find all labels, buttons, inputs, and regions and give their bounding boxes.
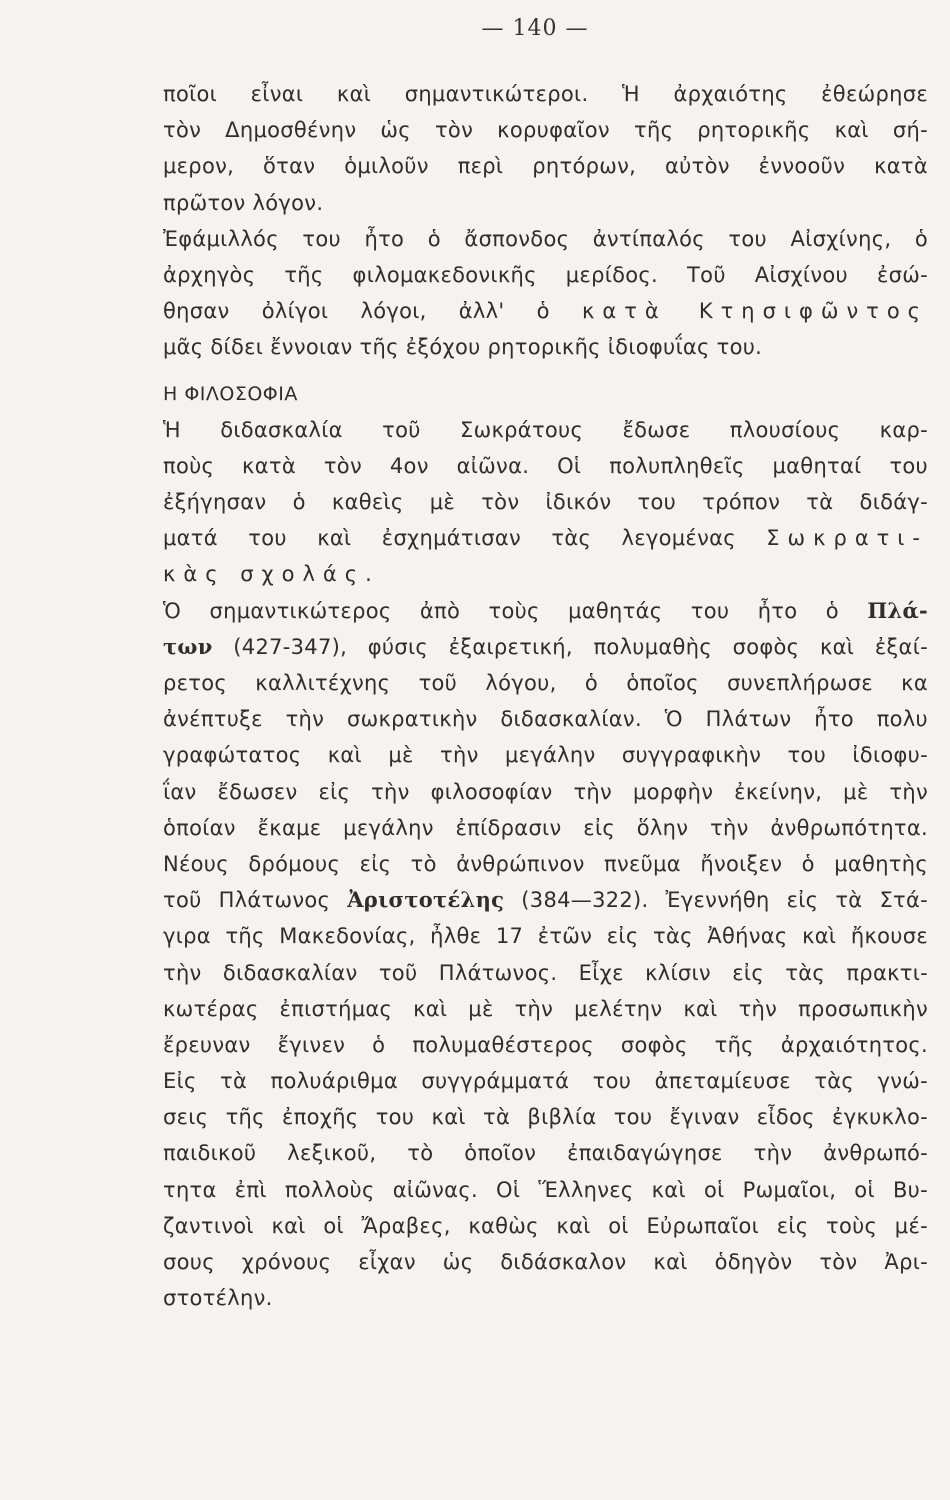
- text-line: ποὺς κατὰ τὸν 4ον αἰῶνα. Οἱ πολυπληθεῖς μαθηταί του: [163, 453, 928, 478]
- text-line: ἀνέπτυξε τὴν σωκρατικὴν διδασκαλίαν. Ὁ Πλάτων ἦτο πολυ: [163, 707, 928, 732]
- text-line: γραφώτατος καὶ μὲ τὴν μεγάλην συγγραφικὴν του ἰδιοφυ-: [163, 743, 928, 768]
- text-line: ὁποίαν ἔκαμε μεγάλην ἐπίδρασιν εἰς ὅλην τὴν ἀνθρωπότητα.: [163, 815, 928, 840]
- text-line: τὴν διδασκαλίαν τοῦ Πλάτωνος. Εἶχε κλίσιν εἰς τὰς πρακτι-: [163, 960, 928, 985]
- text-line: σους χρόνους εἶχαν ὡς διδάσκαλον καὶ ὁδηγὸν τὸν Ἀρι-: [163, 1250, 928, 1274]
- text-body: [163, 76, 928, 1316]
- text-line: [163, 593, 928, 629]
- text-line: τητα ἐπὶ πολλοὺς αἰῶνας. Οἱ Ἕλληνες καὶ οἱ Ρωμαῖοι, οἱ Βυ-: [163, 1177, 928, 1202]
- text-line: ρετος καλλιτέχνης τοῦ λόγου, ὁ ὁποῖος συνεπλήρωσε κα: [163, 671, 928, 695]
- text-line: ἐξήγησαν ὁ καθεὶς μὲ τὸν ἰδικόν του τρόπον τὰ διδάγ-: [163, 490, 928, 515]
- text-line: τὸν Δημοσθένην ὡς τὸν κορυφαῖον τῆς ρητορικῆς καὶ σή-: [163, 118, 928, 143]
- text-line: μᾶς δίδει ἔννοιαν τῆς ἐξόχου ρητορικῆς ἰδιοφυΐας του.: [163, 335, 763, 360]
- text-line: γιρα τῆς Μακεδονίας, ἦλθε 17 ἐτῶν εἰς τὰς Ἀθήνας καὶ ἤκουσε: [163, 924, 928, 949]
- text-line: στοτέλην.: [163, 1286, 273, 1311]
- text-line: [163, 556, 928, 592]
- text-line: πρῶτον λόγον.: [163, 190, 324, 215]
- text-run: τοῦ Πλάτωνος: [163, 888, 331, 913]
- text-line: Ἡ διδασκαλία τοῦ Σωκράτους ἔδωσε πλουσίους καρ-: [163, 417, 928, 442]
- text-line: [163, 520, 928, 556]
- text-line: Νέους δρόμους εἰς τὸ ἀνθρώπινον πνεῦμα ἤνοιξεν ὁ μαθητὴς: [163, 851, 928, 876]
- text-line: μερον, ὅταν ὁμιλοῦν περὶ ρητόρων, αὐτὸν ἐννοοῦν κατὰ: [163, 154, 928, 179]
- text-line: κωτέρας ἐπιστήμας καὶ μὲ τὴν μελέτην καὶ τὴν προσωπικὴν: [163, 996, 928, 1021]
- text-run: θησαν ὀλίγοι λόγοι, ἀλλ' ὁ: [163, 299, 550, 324]
- bold-name: Ἀριστοτέλης: [347, 887, 505, 913]
- text-line: ζαντινοὶ καὶ οἱ Ἄραβες, καθὼς καὶ οἱ Εὐρωπαῖοι εἰς τοὺς μέ-: [163, 1213, 928, 1238]
- text-line: ΐαν ἔδωσεν εἰς τὴν φιλοσοφίαν τὴν μορφὴν ἐκείνην, μὲ τὴν: [163, 779, 928, 804]
- text-run: ματά του καὶ ἐσχημάτισαν τὰς λεγομένας: [163, 526, 736, 551]
- text-line: Εἰς τὰ πολυάριθμα συγγράμματά του ἀπεταμίευσε τὰς γνώ-: [163, 1069, 928, 1094]
- text-run: (384—322). Ἐγεννήθη εἰς τὰ Στά-: [521, 888, 928, 913]
- text-line: [163, 293, 928, 329]
- text-line: ποῖοι εἶναι καὶ σημαντικώτεροι. Ἡ ἀρχαιότης ἐθεώρησε: [163, 82, 928, 106]
- text-line: [163, 882, 928, 918]
- text-run: Ὁ σημαντικώτερος ἀπὸ τοὺς μαθητάς του ἦτο ὁ: [163, 598, 839, 623]
- spaced-emphasis: Σωκρατι-: [766, 526, 928, 551]
- bold-name: Πλά-: [867, 597, 928, 623]
- text-line: σεις τῆς ἐποχῆς του καὶ τὰ βιβλία του ἔγιναν εἶδος ἐγκυκλο-: [163, 1105, 928, 1130]
- spaced-emphasis: κὰς σχολάς.: [163, 562, 380, 587]
- page-number: — 140 —: [481, 16, 589, 41]
- text-line: Ἐφάμιλλός του ἦτο ὁ ἄσπονδος ἀντίπαλός του Αἰσχίνης, ὁ: [163, 226, 928, 251]
- section-heading: Η ΦΙΛΟΣΟΦΙΑ: [163, 382, 298, 405]
- spaced-emphasis: κατὰ: [581, 299, 667, 324]
- bold-name: των: [163, 633, 213, 659]
- text-line: παιδικοῦ λεξικοῦ, τὸ ὁποῖον ἐπαιδαγώγησε τὴν ἀνθρωπό-: [163, 1141, 928, 1166]
- text-run: (427-347), φύσις ἐξαιρετική, πολυμαθὴς σοφὸς καὶ ἐξαί-: [233, 634, 928, 659]
- spaced-emphasis: Κτησιφῶντος: [698, 299, 928, 324]
- text-line: [163, 629, 928, 665]
- text-line: ἀρχηγὸς τῆς φιλομακεδονικῆς μερίδος. Τοῦ Αἰσχίνου ἐσώ-: [163, 262, 928, 287]
- text-line: ἔρευναν ἔγινεν ὁ πολυμαθέστερος σοφὸς τῆς ἀρχαιότητος.: [163, 1032, 928, 1057]
